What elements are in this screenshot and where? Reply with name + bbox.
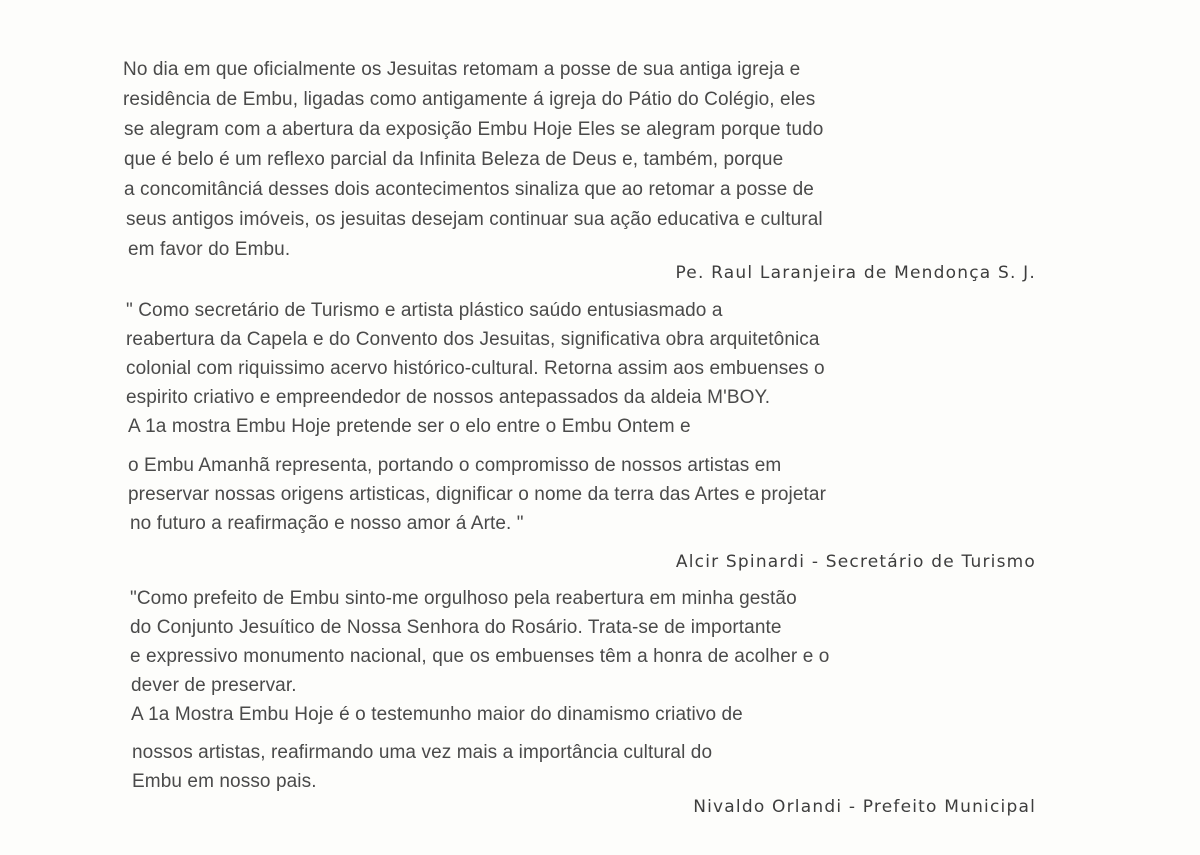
text-line: espirito criativo e empreendedor de nossos antepassados da aldeia M'BOY. — [126, 387, 771, 408]
text-line: se alegram com a abertura da exposição Embu Hoje Eles se alegram porque tudo — [124, 119, 824, 140]
text-line: que é belo é um reflexo parcial da Infinita Beleza de Deus e, também, porque — [124, 149, 784, 170]
text-line: no futuro a reafirmação e nosso amor á Arte. " — [130, 513, 524, 534]
text-line: A 1a Mostra Embu Hoje é o testemunho maior do dinamismo criativo de — [131, 704, 743, 725]
text-line: em favor do Embu. — [128, 239, 291, 260]
text-line: No dia em que oficialmente os Jesuitas retomam a posse de sua antiga igreja e — [123, 59, 801, 80]
text-line: do Conjunto Jesuítico de Nossa Senhora do Rosário. Trata-se de importante — [130, 617, 782, 638]
signature-nivaldo-orlandi: Nivaldo Orlandi - Prefeito Municipal — [693, 797, 1036, 817]
signature-raul-laranjeira: Pe. Raul Laranjeira de Mendonça S. J. — [675, 263, 1036, 283]
text-line: colonial com riquissimo acervo histórico-cultural. Retorna assim aos embuenses o — [126, 358, 825, 379]
text-line: e expressivo monumento nacional, que os embuenses têm a honra de acolher e o — [130, 646, 830, 667]
text-line: o Embu Amanhã representa, portando o compromisso de nossos artistas em — [128, 455, 782, 476]
text-line: "Como prefeito de Embu sinto-me orgulhoso pela reabertura em minha gestão — [130, 588, 797, 609]
text-line: a concomitânciá desses dois acontecimentos sinaliza que ao retomar a posse de — [124, 179, 814, 200]
text-line: nossos artistas, reafirmando uma vez mais a importância cultural do — [132, 742, 713, 763]
text-line: A 1a mostra Embu Hoje pretende ser o elo entre o Embu Ontem e — [128, 416, 691, 437]
text-line: Embu em nosso pais. — [132, 771, 317, 792]
text-line: preservar nossas origens artisticas, dignificar o nome da terra das Artes e projetar — [128, 484, 827, 505]
text-line: residência de Embu, ligadas como antigamente á igreja do Pátio do Colégio, eles — [123, 89, 816, 110]
text-line: dever de preservar. — [131, 675, 297, 696]
text-line: seus antigos imóveis, os jesuitas desejam continuar sua ação educativa e cultural — [126, 209, 823, 230]
text-line: reabertura da Capela e do Convento dos Jesuitas, significativa obra arquitetônica — [126, 329, 820, 350]
signature-alcir-spinardi: Alcir Spinardi - Secretário de Turismo — [675, 552, 1036, 572]
text-line: " Como secretário de Turismo e artista plástico saúdo entusiasmado a — [126, 300, 723, 321]
